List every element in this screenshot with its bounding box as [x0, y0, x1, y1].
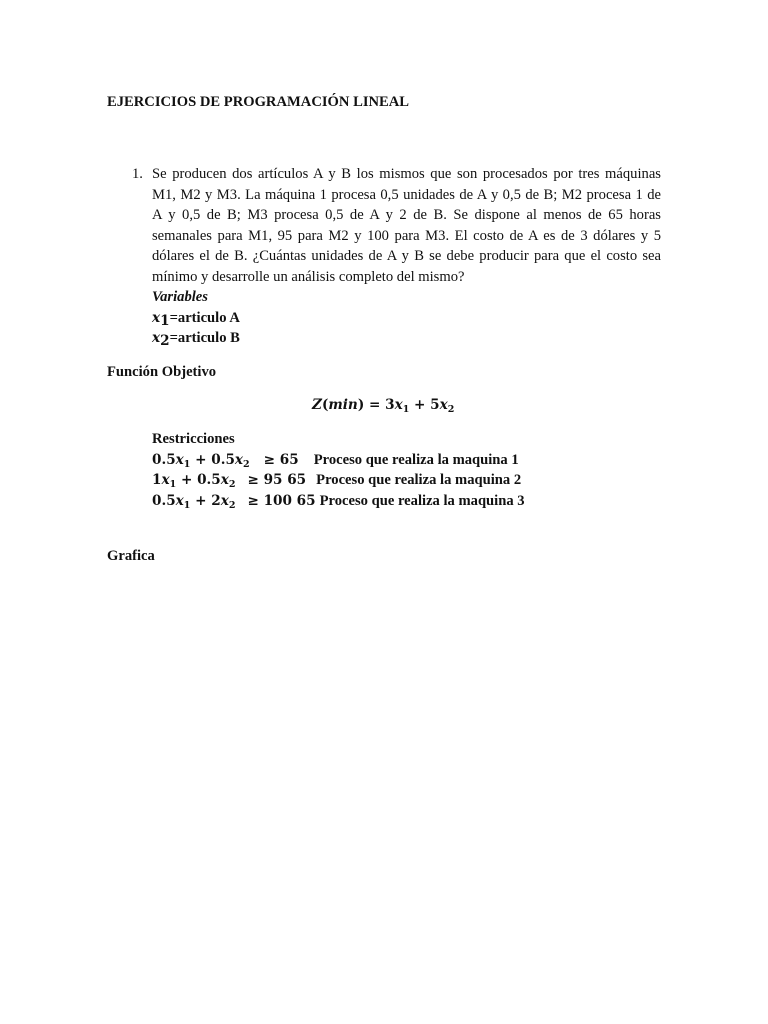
problem-line: semanales para M1, 95 para M2 y 100 para M3. El costo de A es de 3 dólares y 5	[152, 227, 661, 244]
problem-line: M1, M2 y M3. La máquina 1 procesa 0,5 unidades de A y 0,5 de B; M2 procesa 1 de	[152, 186, 661, 203]
constraint-description: Proceso que realiza la maquina 3	[319, 492, 525, 509]
variable-x2: $x_2=articulo$ B	[152, 330, 240, 350]
variables-heading: Variables	[152, 289, 208, 305]
objective-equation: $Z(\min) = 3x_1 + 5x_2$	[312, 397, 455, 415]
problem-line: dólares el de B. ¿Cuántas unidades de A y B se debe producir para que el costo sea	[152, 248, 661, 265]
problem-line: Se producen dos artículos A y B los mismos que son procesados por tres máquinas	[152, 166, 661, 182]
problem-number: 1.	[132, 166, 143, 182]
constraints-section	[152, 429, 525, 511]
constraint-description: Proceso que realiza la maquina 1	[313, 451, 519, 468]
objective-heading: Función Objetivo	[107, 364, 217, 380]
variable-x1: $x_1=articulo$ A	[152, 309, 240, 329]
constraint-row: $0.5x_1 + 2x_2 \ge 100$ 65 Proceso que realiza la maquina 3	[152, 492, 525, 511]
constraint-row: $1x_1 + 0.5x_2 \ge 95$ 65 Proceso que realiza la maquina 2	[152, 472, 522, 491]
graph-heading: Grafica	[107, 548, 155, 564]
constraints-heading: Restricciones	[152, 431, 235, 447]
constraint-row: $0.5x_1 + 0.5x_2 \ge 65$ Proceso que realiza la maquina 1	[152, 451, 519, 470]
problem-line: A y 0,5 de B; M3 procesa 0,5 de A y 2 de B. Se dispone al menos de 65 horas	[152, 207, 661, 224]
variables-section	[152, 287, 240, 349]
problem-line: mínimo y desarrolle un análisis completo del mismo?	[152, 268, 465, 285]
constraint-description: Proceso que realiza la maquina 2	[316, 472, 522, 489]
page-title: EJERCICIOS DE PROGRAMACIÓN LINEAL	[107, 94, 410, 110]
problem-statement	[152, 164, 661, 288]
